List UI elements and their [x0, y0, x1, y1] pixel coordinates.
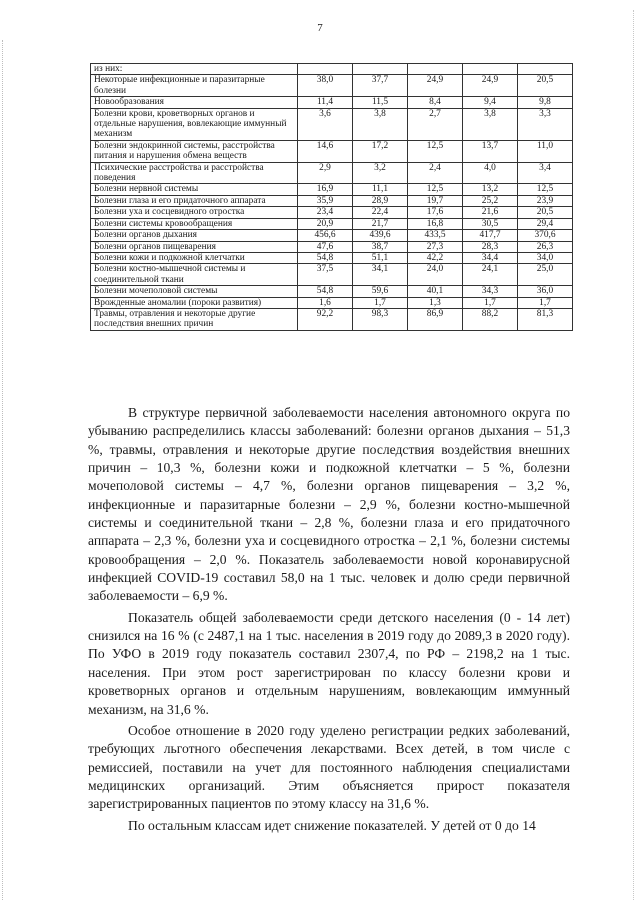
row-value: 3,3 — [518, 108, 573, 140]
table-row — [91, 97, 573, 108]
row-value: 19,7 — [408, 195, 463, 206]
row-value: 40,1 — [408, 286, 463, 297]
row-value: 88,2 — [463, 308, 518, 330]
row-value: 30,5 — [463, 218, 518, 229]
row-label: Новообразования — [91, 97, 298, 108]
row-value: 12,5 — [408, 184, 463, 195]
row-value: 11,0 — [518, 140, 573, 162]
row-value: 13,2 — [463, 184, 518, 195]
row-label: Болезни костно-мышечной системы и соединительной ткани — [91, 264, 298, 286]
row-value: 38,0 — [298, 75, 353, 97]
table-row — [91, 241, 573, 252]
row-value: 3,8 — [463, 108, 518, 140]
row-value — [408, 64, 463, 75]
row-value: 2,9 — [298, 162, 353, 184]
row-value: 92,2 — [298, 308, 353, 330]
row-value: 37,5 — [298, 264, 353, 286]
row-value: 54,8 — [298, 286, 353, 297]
row-value: 20,5 — [518, 207, 573, 218]
row-value: 4,0 — [463, 162, 518, 184]
row-value — [298, 64, 353, 75]
table-row — [91, 162, 573, 184]
table-row — [91, 140, 573, 162]
table-row — [91, 218, 573, 229]
row-value: 28,3 — [463, 241, 518, 252]
row-value: 417,7 — [463, 230, 518, 241]
row-label: Некоторые инфекционные и паразитарные болезни — [91, 75, 298, 97]
scan-edge-right — [633, 10, 636, 900]
table-row — [91, 195, 573, 206]
row-value: 20,9 — [298, 218, 353, 229]
row-value: 23,4 — [298, 207, 353, 218]
row-value: 1,7 — [463, 297, 518, 308]
row-value: 47,6 — [298, 241, 353, 252]
row-label: Травмы, отравления и некоторые другие последствия внешних причин — [91, 308, 298, 330]
paragraph-rare-diseases: Особое отношение в 2020 году уделено регистрации редких заболеваний, требующих льготного обеспечения лекарствами. Всех детей, в том числе с ремиссией, поставили на учет для постоянного наблюдения специалистами медицинских организаций. Этим объясняется прирост показателя зарегистрированных пациентов по этому классу на 31,6 %. — [88, 722, 570, 812]
row-value: 26,3 — [518, 241, 573, 252]
row-value: 24,9 — [408, 75, 463, 97]
row-label: Болезни нервной системы — [91, 184, 298, 195]
paragraph-primary-morbidity-structure: В структуре первичной заболеваемости населения автономного округа по убыванию распределились классы заболеваний: болезни органов дыхания – 51,3 %, травмы, отравления и некоторые другие последствия воздействия внешних причин – 10,3 %, болезни кожи и подкожной клетчатки – 5 %, болезни мочеполовой системы – 4,7 %, болезни органов пищеварения – 3,2 %, инфекционные и паразитарные болезни – 2,9 %, болезни костно-мышечной системы и соединительной ткани – 2,8 %, болезни глаза и его придаточного аппарата – 2,3 %, болезни уха и сосцевидного отростка – 2,1 %, болезни системы кровообращения – 2,0 %. Показатель заболеваемости новой коронавирусной инфекцией COVID-19 составил 58,0 на 1 тыс. человек и долю среди первичной заболеваемости – 6,9 %. — [88, 405, 570, 604]
row-value: 1,6 — [298, 297, 353, 308]
row-value: 36,0 — [518, 286, 573, 297]
table-row — [91, 297, 573, 308]
row-value: 25,0 — [518, 264, 573, 286]
row-label: Болезни органов дыхания — [91, 230, 298, 241]
table-row — [91, 308, 573, 330]
page-number: 7 — [317, 22, 323, 34]
row-value: 1,7 — [353, 297, 408, 308]
row-value: 433,5 — [408, 230, 463, 241]
row-value: 3,4 — [518, 162, 573, 184]
row-value: 38,7 — [353, 241, 408, 252]
row-label: Болезни кожи и подкожной клетчатки — [91, 252, 298, 263]
row-value: 439,6 — [353, 230, 408, 241]
row-value: 24,9 — [463, 75, 518, 97]
row-value: 12,5 — [408, 140, 463, 162]
row-value: 8,4 — [408, 97, 463, 108]
row-value: 42,2 — [408, 252, 463, 263]
row-value: 20,5 — [518, 75, 573, 97]
row-value: 29,4 — [518, 218, 573, 229]
row-value: 51,1 — [353, 252, 408, 263]
row-value: 456,6 — [298, 230, 353, 241]
row-value: 2,7 — [408, 108, 463, 140]
row-value: 34,4 — [463, 252, 518, 263]
row-value: 81,3 — [518, 308, 573, 330]
row-value: 35,9 — [298, 195, 353, 206]
row-value: 2,4 — [408, 162, 463, 184]
row-value: 37,7 — [353, 75, 408, 97]
row-value: 34,0 — [518, 252, 573, 263]
row-value: 12,5 — [518, 184, 573, 195]
paragraph-other-classes: По остальным классам идет снижение показателей. У детей от 0 до 14 — [128, 817, 536, 833]
row-value: 17,6 — [408, 207, 463, 218]
row-value: 9,4 — [463, 97, 518, 108]
row-label: Психические расстройства и расстройства поведения — [91, 162, 298, 184]
table-row — [91, 230, 573, 241]
row-label: Болезни мочеполовой системы — [91, 286, 298, 297]
row-value: 34,1 — [353, 264, 408, 286]
row-label: Болезни системы кровообращения — [91, 218, 298, 229]
table-row — [91, 108, 573, 140]
row-label: Болезни крови, кроветворных органов и отдельные нарушения, вовлекающие иммунный механизм — [91, 108, 298, 140]
row-value: 11,1 — [353, 184, 408, 195]
table-row — [91, 75, 573, 97]
row-value: 24,0 — [408, 264, 463, 286]
row-label: Болезни глаза и его придаточного аппарата — [91, 195, 298, 206]
row-value — [353, 64, 408, 75]
row-value: 98,3 — [353, 308, 408, 330]
row-value: 370,6 — [518, 230, 573, 241]
table-row — [91, 264, 573, 286]
row-label: Болезни органов пищеварения — [91, 241, 298, 252]
row-value: 3,2 — [353, 162, 408, 184]
row-value: 54,8 — [298, 252, 353, 263]
paragraph-child-morbidity: Показатель общей заболеваемости среди детского населения (0 - 14 лет) снизился на 16 % (с 2487,1 на 1 тыс. населения в 2019 году до 2089,3 в 2020 году). По УФО в 2019 году показатель составил 2307,4, по РФ – 2198,2 на 1 тыс. населения. При этом рост зарегистрирован по классу болезни крови и кроветворных органов и отдельным нарушениям, вовлекающим иммунный механизм, на 31,6 %. — [88, 609, 570, 717]
row-value: 14,6 — [298, 140, 353, 162]
row-value: 86,9 — [408, 308, 463, 330]
row-value: 11,5 — [353, 97, 408, 108]
table-row — [91, 207, 573, 218]
row-value: 23,9 — [518, 195, 573, 206]
row-value: 59,6 — [353, 286, 408, 297]
table-row — [91, 252, 573, 263]
row-value: 1,7 — [518, 297, 573, 308]
body-text — [88, 404, 570, 835]
row-value: 11,4 — [298, 97, 353, 108]
scan-edge-left — [2, 40, 5, 900]
row-value: 1,3 — [408, 297, 463, 308]
row-value: 34,3 — [463, 286, 518, 297]
row-label: из них: — [91, 64, 298, 75]
row-label: Болезни эндокринной системы, расстройства питания и нарушения обмена веществ — [91, 140, 298, 162]
row-value: 22,4 — [353, 207, 408, 218]
table-row — [91, 64, 573, 75]
table-row — [91, 286, 573, 297]
row-value: 3,8 — [353, 108, 408, 140]
row-value — [463, 64, 518, 75]
row-value: 9,8 — [518, 97, 573, 108]
morbidity-table — [90, 63, 573, 331]
table-row — [91, 184, 573, 195]
row-value: 24,1 — [463, 264, 518, 286]
row-value: 16,8 — [408, 218, 463, 229]
row-value: 16,9 — [298, 184, 353, 195]
row-value: 25,2 — [463, 195, 518, 206]
row-value — [518, 64, 573, 75]
row-label: Болезни уха и сосцевидного отростка — [91, 207, 298, 218]
row-value: 3,6 — [298, 108, 353, 140]
row-value: 28,9 — [353, 195, 408, 206]
row-label: Врожденные аномалии (пороки развития) — [91, 297, 298, 308]
row-value: 27,3 — [408, 241, 463, 252]
row-value: 21,7 — [353, 218, 408, 229]
row-value: 13,7 — [463, 140, 518, 162]
row-value: 21,6 — [463, 207, 518, 218]
row-value: 17,2 — [353, 140, 408, 162]
